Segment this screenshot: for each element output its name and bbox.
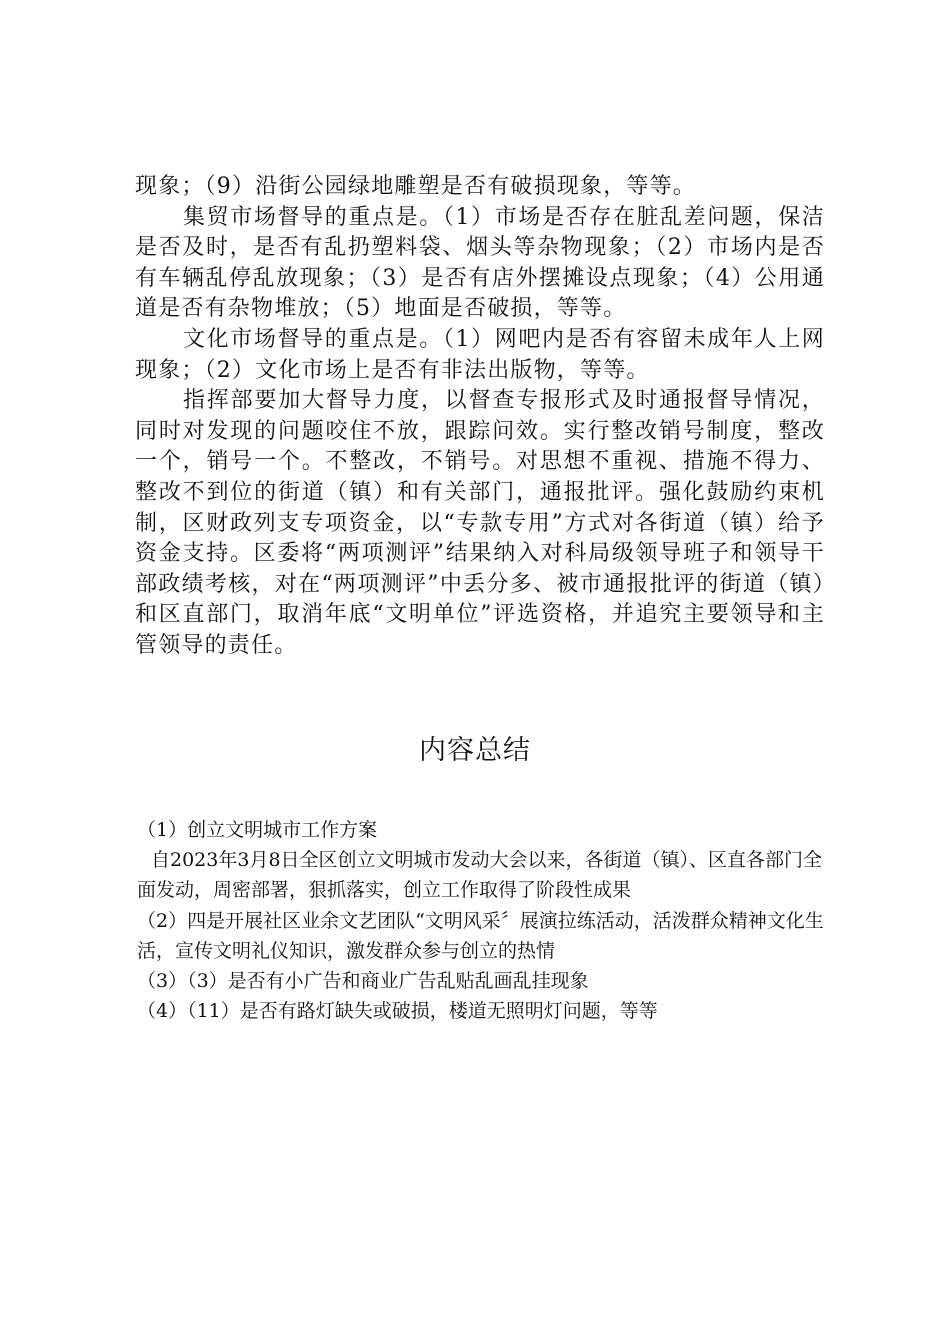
summary-item-2: （2）四是开展社区业余文艺团队“文明风采〞展演拉练活动，活泼群众精神文化生活，宣传文明礼仪知识，激发群众参与创立的热情	[137, 909, 824, 962]
body-paragraph-3: 文化市场督导的重点是。（1）网吧内是否有容留未成年人上网现象；（2）文化市场上是否有非法出版物，等等。	[135, 326, 825, 383]
summary-title: 内容总结	[419, 735, 531, 766]
document-body	[135, 172, 825, 662]
body-paragraph-2: 集贸市场督导的重点是。（1）市场是否存在脏乱差问题，保洁是否及时，是否有乱扔塑料袋、烟头等杂物现象；（2）市场内是否有车辆乱停乱放现象；（3）是否有店外摆摊设点现象；（4）公用通道是否有杂物堆放；（5）地面是否破损，等等。	[135, 204, 825, 322]
summary-item-1: （1）创立文明城市工作方案	[137, 819, 378, 841]
summary-item-1-detail: 自2023年3月8日全区创立文明城市发动大会以来，各街道（镇）、区直各部门全面发动，周密部署，狠抓落实，创立工作取得了阶段性成果	[137, 849, 823, 902]
summary-item-3: （3）（3）是否有小广告和商业广告乱贴乱画乱挂现象	[137, 970, 589, 993]
body-paragraph-4: 指挥部要加大督导力度，以督查专报形式及时通报督导情况，同时对发现的问题咬住不放，跟踪问效。实行整改销号制度，整改一个，销号一个。不整改，不销号。对思想不重视、措施不得力、整改不到位的街道（镇）和有关部门，通报批评。强化鼓励约束机制，区财政列支专项资金，以“专款专用”方式对各街道（镇）给予资金支持。区委将“两项测评”结果纳入对科局级领导班子和领导干部政绩考核，对在“两项测评”中丢分多、被市通报批评的街道（镇）和区直部门，取消年底“文明单位”评选资格，并追究主要领导和主管领导的责任。	[135, 388, 825, 658]
body-paragraph-1: 现象；（9）沿街公园绿地雕塑是否有破损现象，等等。	[135, 174, 696, 199]
summary-item-4: （4）（11）是否有路灯缺失或破损，楼道无照明灯问题，等等	[137, 1000, 658, 1023]
summary-list	[137, 815, 827, 1026]
